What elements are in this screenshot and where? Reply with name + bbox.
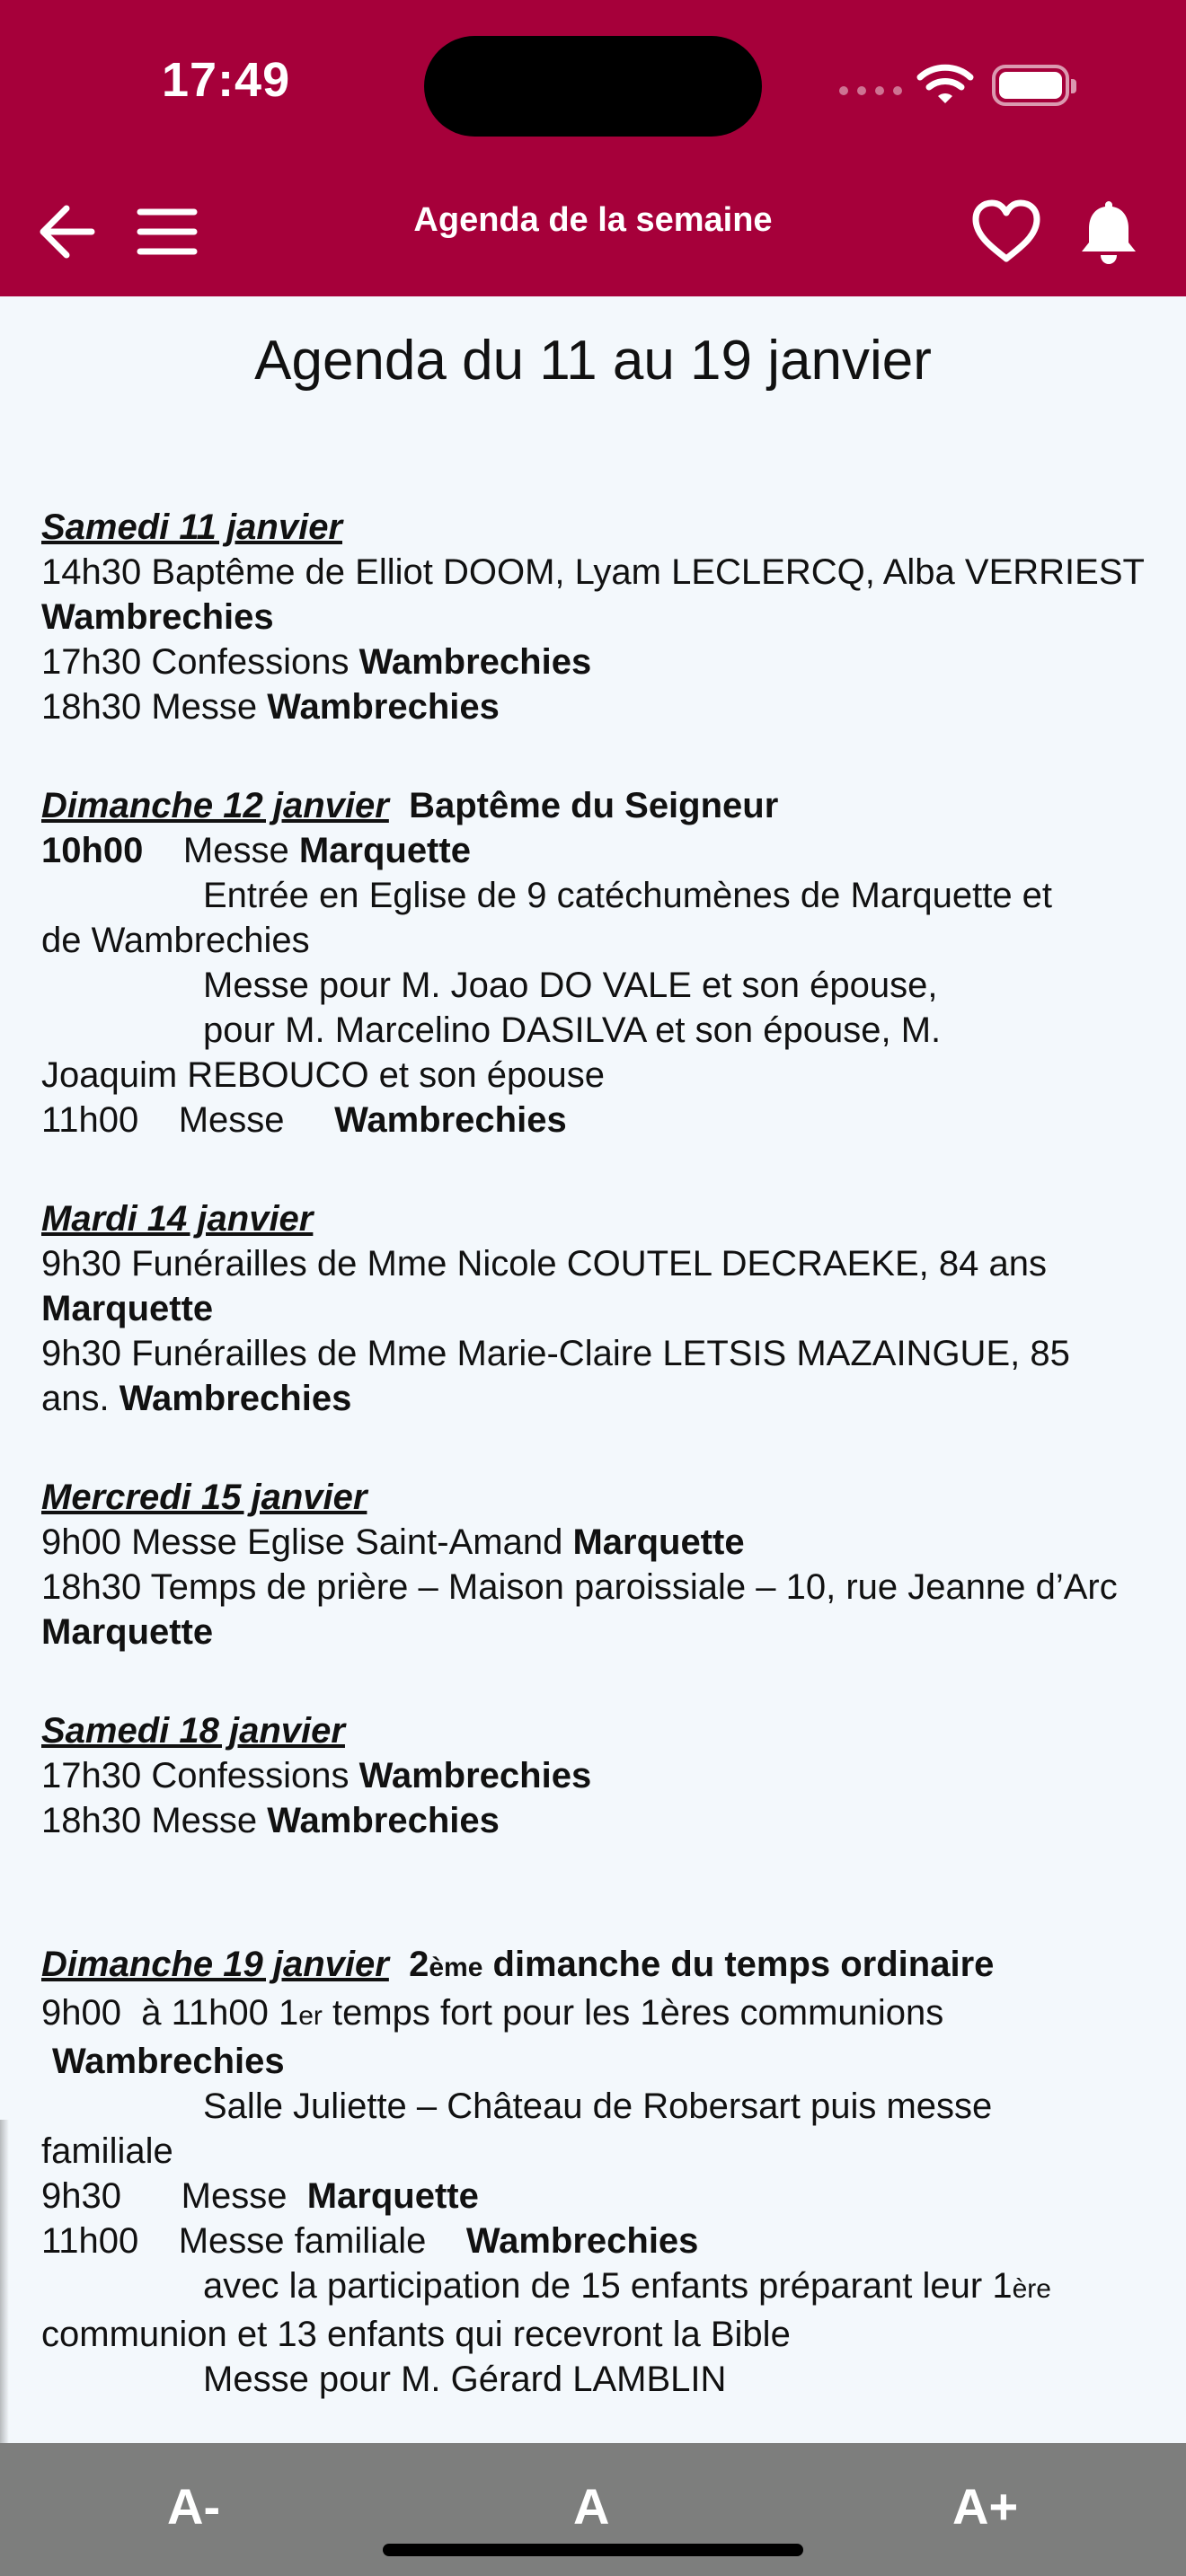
feast-name: 2ème dimanche du temps ordinaire (409, 1945, 995, 1984)
location: Marquette (41, 1612, 214, 1652)
agenda-day: Dimanche 19 janvier 2ème dimanche du temps ordinaire 9h00 à 11h00 1er temps fort pour les 1ères communions Wambrechies Salle Juliette – Château de Robersart puis messe familiale 9h30 Messe Marquette 11h00 Messe familiale Wambrechies avec la participation de 15 enfants préparant leur 1ère communion et 13 enfants qui recevront la Bible Messe pour M. Gérard LAMBLIN (41, 1942, 1146, 2402)
battery-icon (992, 65, 1069, 106)
location: Wambrechies (465, 2221, 699, 2261)
agenda-entry: 18h30 Messe Wambrechies (41, 687, 500, 727)
location: Marquette (572, 1522, 745, 1562)
agenda-day (41, 505, 1146, 729)
agenda-content[interactable] (0, 296, 1186, 2443)
location: Marquette (306, 2176, 479, 2216)
day-heading: Samedi 11 janvier (41, 507, 342, 547)
reset-font-button[interactable]: A (573, 2478, 610, 2535)
location: Marquette (298, 831, 471, 870)
agenda-entry: 11h00 Messe Wambrechies (41, 1100, 567, 1140)
agenda-entry: 18h30 Temps de prière – Maison paroissiale – 10, rue Jeanne d’Arc Marquette (41, 1567, 1118, 1652)
decrease-font-button[interactable]: A- (167, 2478, 221, 2535)
day-heading: Dimanche 12 janvier (41, 786, 389, 825)
font-size-bar (0, 2443, 1186, 2576)
home-indicator[interactable] (383, 2544, 803, 2556)
agenda-entry: 11h00 Messe familiale Wambrechies (41, 2221, 699, 2261)
agenda-entry: 17h30 Confessions Wambrechies (41, 1756, 592, 1795)
increase-font-button[interactable]: A+ (952, 2478, 1019, 2535)
page-title: Agenda de la semaine (413, 201, 773, 239)
agenda-day (41, 1475, 1146, 1654)
location: Wambrechies (334, 1100, 567, 1140)
location: Wambrechies (52, 2042, 285, 2081)
day-heading: Dimanche 19 janvier (41, 1945, 389, 1984)
dynamic-island (424, 36, 762, 137)
agenda-day (41, 1196, 1146, 1421)
notifications-button[interactable] (1076, 198, 1141, 270)
agenda-title: Agenda du 11 au 19 janvier (254, 330, 932, 392)
day-heading: Samedi 18 janvier (41, 1711, 345, 1751)
day-heading: Mardi 14 janvier (41, 1199, 314, 1239)
agenda-entry: 10h00 Messe Marquette (41, 831, 471, 870)
app-header (0, 0, 1186, 296)
bell-icon (1076, 198, 1141, 266)
day-heading: Mercredi 15 janvier (41, 1478, 367, 1517)
location: Wambrechies (119, 1379, 352, 1418)
agenda-entry: 17h30 Confessions Wambrechies (41, 642, 592, 682)
agenda-day: Dimanche 12 janvier Baptême du Seigneur 10h00 Messe Marquette Entrée en Eglise de 9 catéchumènes de Marquette et de Wambrechies Messe pour M. Joao DO VALE et son épouse, pour M. Marcelino DASILVA et son épouse, M. Joaquim REBOUCO et son épouse 11h00 Messe Wambrechies (41, 783, 1146, 1142)
agenda-entry: 9h00 Messe Eglise Saint-Amand Marquette (41, 1522, 745, 1562)
agenda-entry: 9h00 à 11h00 1er temps fort pour les 1ères communions (41, 1993, 944, 2033)
side-drawer-edge (0, 2120, 9, 2443)
agenda-entry: 9h30 Funérailles de Mme Nicole COUTEL DECRAEKE, 84 ans Marquette (41, 1244, 1047, 1328)
favorite-button[interactable] (970, 198, 1042, 270)
cellular-signal-icon (839, 86, 902, 95)
location: Wambrechies (358, 642, 592, 682)
wifi-icon (916, 61, 974, 106)
agenda-entry: 9h30 Funérailles de Mme Marie-Claire LETSIS MAZAINGUE, 85 ans. Wambrechies (41, 1334, 1070, 1418)
agenda-entry: 14h30 Baptême de Elliot DOOM, Lyam LECLERCQ, Alba VERRIEST Wambrechies (41, 552, 1145, 637)
location: Wambrechies (267, 1801, 500, 1840)
location: Wambrechies (267, 687, 500, 727)
location: Wambrechies (358, 1756, 592, 1795)
feast-name: Baptême du Seigneur (409, 786, 779, 825)
agenda-body (41, 505, 1146, 2402)
location: Marquette (41, 1289, 214, 1328)
agenda-entry: 9h30 Messe Marquette (41, 2176, 479, 2216)
location: Wambrechies (41, 597, 274, 637)
status-time: 17:49 (162, 53, 291, 107)
heart-icon (970, 198, 1042, 266)
agenda-entry: 18h30 Messe Wambrechies (41, 1801, 500, 1840)
agenda-day (41, 1708, 1146, 1843)
